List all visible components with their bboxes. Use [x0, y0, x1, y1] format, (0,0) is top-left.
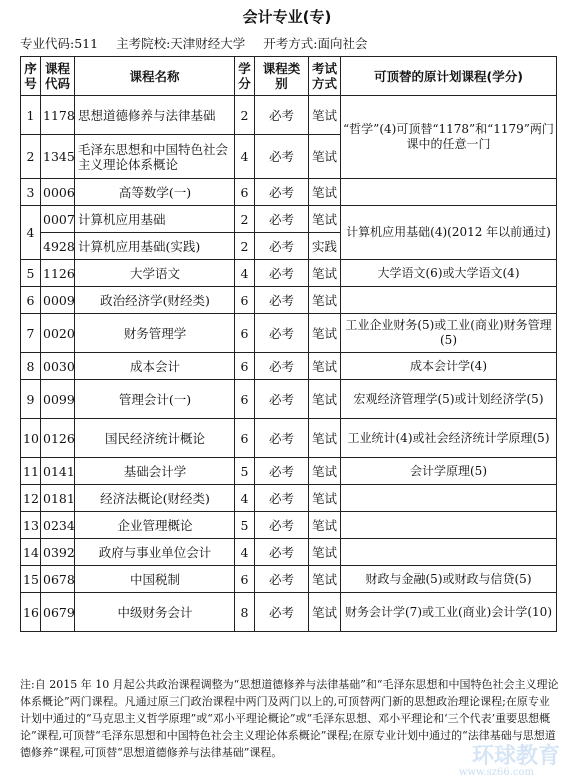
cell-code: 0009 — [41, 287, 75, 314]
cell-type: 必考 — [255, 96, 309, 135]
cell-no: 7 — [21, 314, 41, 353]
header-no: 序号 — [21, 57, 41, 96]
major-meta — [20, 34, 381, 52]
cell-type: 必考 — [255, 458, 309, 485]
cell-exam: 笔试 — [309, 353, 341, 380]
cell-exam: 笔试 — [309, 512, 341, 539]
cell-name: 成本会计 — [75, 353, 235, 380]
cell-substitute — [341, 485, 557, 512]
cell-exam: 实践 — [309, 233, 341, 260]
header-exam: 考试方式 — [309, 57, 341, 96]
table-row — [21, 485, 557, 512]
cell-substitute — [341, 539, 557, 566]
cell-credit: 4 — [235, 135, 255, 179]
exam-mode: 开考方式:面向社会 — [263, 36, 368, 51]
table-row — [21, 206, 557, 233]
cell-name: 计算机应用基础(实践) — [75, 233, 235, 260]
cell-type: 必考 — [255, 233, 309, 260]
cell-substitute: 财务会计学(7)或工业(商业)会计学(10) — [341, 593, 557, 632]
cell-code: 1126 — [41, 260, 75, 287]
table-row — [21, 96, 557, 135]
cell-credit: 2 — [235, 206, 255, 233]
cell-code: 1178 — [41, 96, 75, 135]
cell-type: 必考 — [255, 539, 309, 566]
cell-type: 必考 — [255, 419, 309, 458]
cell-name: 毛泽东思想和中国特色社会主义理论体系概论 — [75, 135, 235, 179]
cell-code: 0679 — [41, 593, 75, 632]
cell-substitute: 工业企业财务(5)或工业(商业)财务管理(5) — [341, 314, 557, 353]
cell-exam: 笔试 — [309, 593, 341, 632]
header-type: 课程类别 — [255, 57, 309, 96]
cell-credit: 6 — [235, 314, 255, 353]
cell-type: 必考 — [255, 206, 309, 233]
cell-credit: 2 — [235, 96, 255, 135]
cell-type: 必考 — [255, 260, 309, 287]
table-row — [21, 260, 557, 287]
watermark-url: www.sz66.com — [458, 767, 534, 778]
cell-exam: 笔试 — [309, 380, 341, 419]
cell-name: 政治经济学(财经类) — [75, 287, 235, 314]
cell-type: 必考 — [255, 380, 309, 419]
cell-credit: 6 — [235, 353, 255, 380]
cell-type: 必考 — [255, 485, 309, 512]
cell-substitute: 宏观经济管理学(5)或计划经济学(5) — [341, 380, 557, 419]
cell-credit: 6 — [235, 179, 255, 206]
cell-code: 0099 — [41, 380, 75, 419]
cell-substitute: 工业统计(4)或社会经济统计学原理(5) — [341, 419, 557, 458]
cell-no: 4 — [21, 206, 41, 260]
cell-exam: 笔试 — [309, 419, 341, 458]
cell-credit: 6 — [235, 287, 255, 314]
cell-no: 6 — [21, 287, 41, 314]
cell-type: 必考 — [255, 135, 309, 179]
cell-substitute — [341, 512, 557, 539]
cell-name: 计算机应用基础 — [75, 206, 235, 233]
header-credit: 学分 — [235, 57, 255, 96]
cell-credit: 4 — [235, 485, 255, 512]
table-row — [21, 539, 557, 566]
cell-code: 0006 — [41, 179, 75, 206]
cell-credit: 4 — [235, 260, 255, 287]
cell-name: 经济法概论(财经类) — [75, 485, 235, 512]
cell-substitute — [341, 287, 557, 314]
cell-type: 必考 — [255, 314, 309, 353]
table-row — [21, 314, 557, 353]
cell-code: 0141 — [41, 458, 75, 485]
cell-type: 必考 — [255, 179, 309, 206]
cell-exam: 笔试 — [309, 96, 341, 135]
cell-credit: 5 — [235, 512, 255, 539]
cell-code: 1345 — [41, 135, 75, 179]
cell-substitute: 成本会计学(4) — [341, 353, 557, 380]
cell-code: 0007 — [41, 206, 75, 233]
cell-credit: 5 — [235, 458, 255, 485]
table-row — [21, 287, 557, 314]
table-row — [21, 380, 557, 419]
cell-no: 1 — [21, 96, 41, 135]
cell-name: 中国税制 — [75, 566, 235, 593]
page-title: 会计专业(专) — [242, 8, 332, 26]
header-substitute: 可顶替的原计划课程(学分) — [341, 57, 557, 96]
cell-substitute — [341, 179, 557, 206]
cell-no: 9 — [21, 380, 41, 419]
cell-exam: 笔试 — [309, 179, 341, 206]
cell-exam: 笔试 — [309, 539, 341, 566]
cell-code: 4928 — [41, 233, 75, 260]
cell-type: 必考 — [255, 353, 309, 380]
cell-exam: 笔试 — [309, 485, 341, 512]
exam-school: 主考院校:天津财经大学 — [116, 36, 246, 51]
cell-no: 8 — [21, 353, 41, 380]
header-code: 课程代码 — [41, 57, 75, 96]
cell-code: 0126 — [41, 419, 75, 458]
cell-no: 12 — [21, 485, 41, 512]
cell-type: 必考 — [255, 593, 309, 632]
cell-no: 3 — [21, 179, 41, 206]
course-table — [20, 56, 557, 632]
cell-code: 0392 — [41, 539, 75, 566]
cell-name: 中级财务会计 — [75, 593, 235, 632]
table-row — [21, 353, 557, 380]
table-row — [21, 179, 557, 206]
table-row — [21, 512, 557, 539]
cell-name: 高等数学(一) — [75, 179, 235, 206]
cell-code: 0030 — [41, 353, 75, 380]
cell-code: 0181 — [41, 485, 75, 512]
cell-exam: 笔试 — [309, 458, 341, 485]
cell-name: 思想道德修养与法律基础 — [75, 96, 235, 135]
cell-type: 必考 — [255, 287, 309, 314]
cell-substitute: 大学语文(6)或大学语文(4) — [341, 260, 557, 287]
cell-name: 企业管理概论 — [75, 512, 235, 539]
cell-no: 14 — [21, 539, 41, 566]
cell-credit: 6 — [235, 419, 255, 458]
header-name: 课程名称 — [75, 57, 235, 96]
cell-no: 2 — [21, 135, 41, 179]
cell-no: 13 — [21, 512, 41, 539]
cell-no: 16 — [21, 593, 41, 632]
cell-credit: 6 — [235, 566, 255, 593]
cell-name: 财务管理学 — [75, 314, 235, 353]
cell-substitute: 财政与金融(5)或财政与信贷(5) — [341, 566, 557, 593]
cell-name: 国民经济统计概论 — [75, 419, 235, 458]
cell-credit: 4 — [235, 539, 255, 566]
cell-code: 0234 — [41, 512, 75, 539]
major-code: 专业代码:511 — [20, 36, 99, 51]
cell-type: 必考 — [255, 512, 309, 539]
cell-no: 15 — [21, 566, 41, 593]
cell-no: 11 — [21, 458, 41, 485]
cell-no: 10 — [21, 419, 41, 458]
cell-exam: 笔试 — [309, 135, 341, 179]
cell-exam: 笔试 — [309, 566, 341, 593]
watermark-logo: 环球教育 — [471, 744, 560, 769]
table-row — [21, 593, 557, 632]
cell-name: 大学语文 — [75, 260, 235, 287]
cell-exam: 笔试 — [309, 260, 341, 287]
cell-substitute: “哲学”(4)可顶替“1178”和“1179”两门课中的任意一门 — [341, 96, 557, 179]
cell-name: 政府与事业单位会计 — [75, 539, 235, 566]
cell-code: 0020 — [41, 314, 75, 353]
cell-credit: 6 — [235, 380, 255, 419]
cell-exam: 笔试 — [309, 206, 341, 233]
cell-no: 5 — [21, 260, 41, 287]
cell-exam: 笔试 — [309, 314, 341, 353]
cell-exam: 笔试 — [309, 287, 341, 314]
cell-credit: 2 — [235, 233, 255, 260]
table-row — [21, 419, 557, 458]
cell-name: 基础会计学 — [75, 458, 235, 485]
cell-substitute: 计算机应用基础(4)(2012 年以前通过) — [341, 206, 557, 260]
cell-code: 0678 — [41, 566, 75, 593]
cell-name: 管理会计(一) — [75, 380, 235, 419]
cell-credit: 8 — [235, 593, 255, 632]
cell-substitute: 会计学原理(5) — [341, 458, 557, 485]
table-row — [21, 458, 557, 485]
table-row — [21, 566, 557, 593]
footnote: 注:自 2015 年 10 月起公共政治课程调整为“思想道德修养与法律基础”和“毛泽东思想和中国特色社会主义理论体系概论”两门课程。凡通过原三门政治课程中两门及两门以上的,可顶替两门新的思想政治理论课程;在原专业计划中通过的“马克思主义哲学原理”或“邓小平理论概论”或“毛泽东思想、邓小平理论和‘三个代表’重要思想概论”课程,可顶替“毛泽东思想和中国特色社会主义理论体系概论”课程;在原专业计划中通过的“法律基础与思想道德修养”课程,可顶替“思想道德修养与法律基础”课程。 — [20, 678, 559, 759]
table-header-row — [21, 57, 557, 96]
cell-type: 必考 — [255, 566, 309, 593]
